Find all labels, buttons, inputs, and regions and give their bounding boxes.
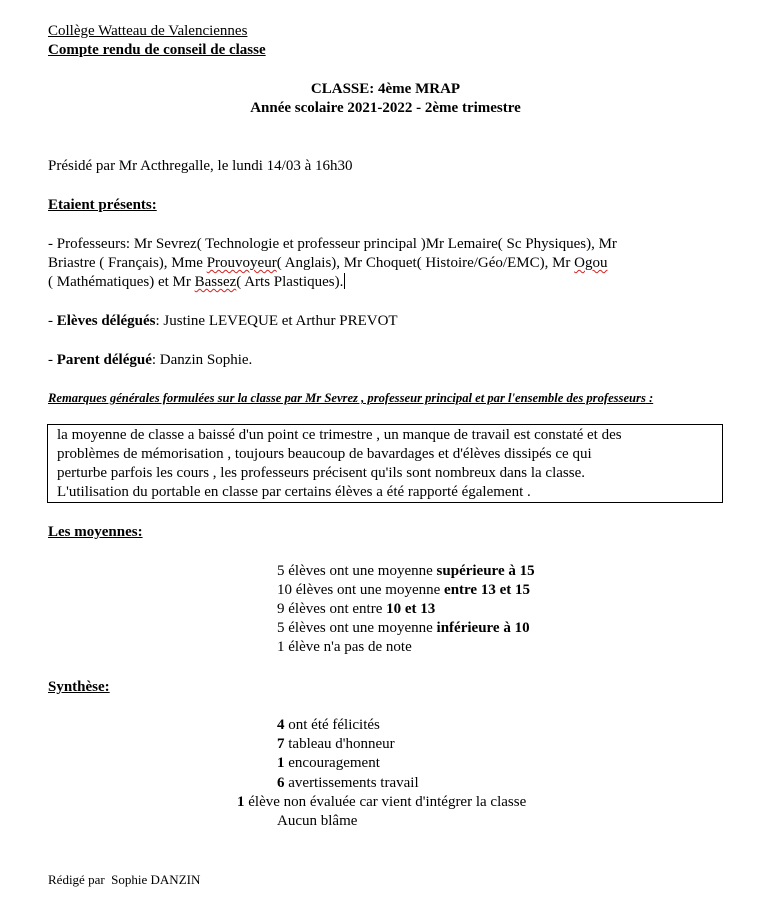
teachers-line-3-part-c: ( Arts Plastiques). [236, 274, 344, 290]
average-item [277, 638, 412, 657]
school-name: Collège Watteau de Valenciennes [48, 23, 248, 39]
remarks-title-suffix: : [645, 391, 654, 405]
synthesis-item [277, 716, 380, 735]
average-item-value: supérieure à 15 [436, 563, 535, 579]
remarks-line: problèmes de mémorisation , toujours beaucoup de bavardages et d'élèves dissipés ce qui [57, 446, 592, 462]
teacher-name-prouvoyeur: Prouvoyeur [206, 255, 277, 271]
synthesis-heading: Synthèse: [48, 679, 110, 695]
remarks-box [47, 424, 723, 503]
remarks-line: L'utilisation du portable en classe par certains élèves a été rapporté également . [57, 484, 531, 500]
teacher-name-ogou: Ogou [574, 255, 608, 271]
synthesis-item-count: 6 [277, 775, 285, 791]
synthesis-item [277, 754, 380, 773]
class-title: CLASSE: 4ème MRAP [310, 81, 461, 97]
synthesis-item-count: 4 [277, 717, 285, 733]
student-delegates-prefix: - [48, 313, 57, 329]
average-item-text: 5 élèves ont une moyenne [277, 620, 437, 636]
average-item [277, 562, 535, 581]
average-item [277, 619, 530, 638]
average-item-text: 1 élève n'a pas de note [277, 639, 412, 655]
author-line: Rédigé par Sophie DANZIN [48, 872, 201, 887]
parent-delegate [48, 351, 252, 370]
average-item-text: 9 élèves ont entre [277, 601, 387, 617]
teachers-line-3-part-a: ( Mathématiques) et Mr [48, 274, 195, 290]
average-item [277, 600, 435, 619]
synthesis-item [277, 812, 357, 831]
student-delegates-names: : Justine LEVEQUE et Arthur PREVOT [155, 313, 398, 329]
synthesis-item-count: 7 [277, 736, 285, 752]
synthesis-item [277, 735, 395, 754]
synthesis-item-text: encouragement [284, 755, 380, 771]
synthesis-item-text: ont été félicités [284, 717, 380, 733]
student-delegates [48, 312, 398, 331]
parent-delegate-name: : Danzin Sophie. [151, 352, 253, 368]
synthesis-item-text: Aucun blâme [277, 813, 358, 829]
remarks-title-text: Remarques générales formulées sur la classe par Mr Sevrez , professeur principal et par l'ensemble des professeurs [48, 391, 646, 405]
teachers-line-3 [48, 273, 345, 292]
averages-heading: Les moyennes: [48, 524, 143, 540]
synthesis-item-count: 1 [277, 755, 285, 771]
teachers-line-1: - Professeurs: Mr Sevrez( Technologie et professeur principal )Mr Lemaire( Sc Physiques), Mr [48, 236, 617, 252]
presided-line: Présidé par Mr Acthregalle, le lundi 14/03 à 16h30 [48, 158, 353, 174]
average-item-value: entre 13 et 15 [444, 582, 530, 598]
average-item-value: 10 et 13 [386, 601, 436, 617]
teachers-line-2-part-c: ( Anglais), Mr Choquet( Histoire/Géo/EMC), Mr [276, 255, 575, 271]
parent-delegate-prefix: - [48, 352, 57, 368]
synthesis-item-text: tableau d'honneur [284, 736, 395, 752]
average-item-value: inférieure à 10 [436, 620, 530, 636]
average-item [277, 581, 530, 600]
school-year: Année scolaire 2021-2022 - 2ème trimestre [250, 100, 521, 116]
teacher-name-bassez: Bassez [194, 274, 237, 290]
text-cursor [344, 273, 345, 289]
teachers-line-2-part-a: Briastre ( Français), Mme [48, 255, 207, 271]
remarks-title [48, 389, 653, 408]
synthesis-item-text: élève non évaluée car vient d'intégrer la classe [244, 794, 527, 810]
synthesis-item-text: avertissements travail [284, 775, 419, 791]
synthesis-item-count: 1 [237, 794, 245, 810]
student-delegates-label: Elèves délégués [56, 313, 156, 329]
remarks-line: perturbe parfois les cours , les professeurs précisent qu'ils sont nombreux dans la classe. [57, 465, 585, 481]
synthesis-item [277, 774, 419, 793]
remarks-line: la moyenne de classe a baissé d'un point ce trimestre , un manque de travail est constaté et des [57, 427, 622, 443]
teachers-line-2 [48, 254, 608, 273]
average-item-text: 5 élèves ont une moyenne [277, 563, 437, 579]
parent-delegate-label: Parent délégué [56, 352, 152, 368]
synthesis-item [237, 793, 526, 812]
average-item-text: 10 élèves ont une moyenne [277, 582, 445, 598]
document-title: Compte rendu de conseil de classe [48, 42, 266, 58]
present-heading: Etaient présents: [48, 197, 157, 213]
